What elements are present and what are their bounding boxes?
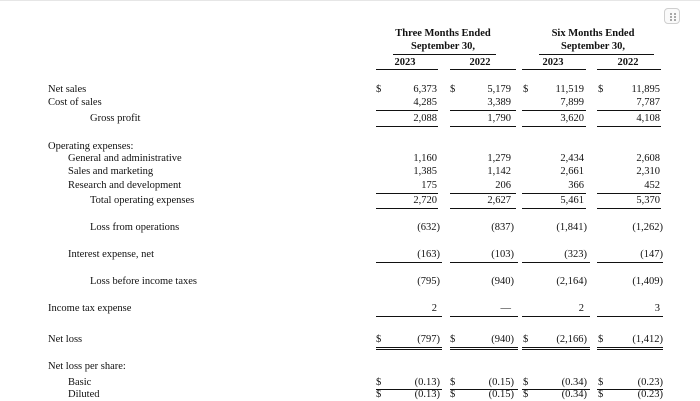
cell-cost-of-sales-6m-2023: 7,899 [560,97,584,108]
row-label-loss-before-taxes: Loss before income taxes [90,276,198,287]
research-development-rule [450,193,516,194]
dollar-sign: $ [598,334,604,345]
six-months-header: Six Months Ended [551,28,635,39]
cell-loss-from-operations-6m-2022: (1,262) [632,222,663,233]
row-label-net-loss-per-share: Net loss per share: [48,361,126,372]
six-months-header-rule [539,54,654,55]
year-header-rule-1 [376,69,438,70]
total-operating-expenses-rule [597,208,661,209]
cell-sales-marketing-6m-2022: 2,310 [636,166,660,177]
dollar-sign: $ [376,377,382,388]
cell-net-loss-6m-2023: (2,166) [556,334,587,345]
cell-general-admin-3m-2023: 1,160 [413,153,437,164]
total-operating-expenses-rule [522,208,586,209]
net-loss-rule [522,349,590,350]
cell-income-tax-3m-2022: — [500,303,511,314]
cost-of-sales-rule [597,110,661,111]
cell-interest-expense-6m-2022: (147) [640,249,663,260]
cell-cost-of-sales-6m-2022: 7,787 [636,97,660,108]
cell-diluted-6m-2023: (0.34) [561,389,587,400]
cell-income-tax-6m-2022: 3 [654,303,660,314]
cell-research-development-6m-2022: 452 [644,180,660,191]
net-loss-rule [450,349,518,350]
cell-basic-6m-2023: (0.34) [561,377,587,388]
cell-sales-marketing-6m-2023: 2,661 [560,166,584,177]
cell-income-tax-3m-2023: 2 [431,303,437,314]
row-label-cost-of-sales: Cost of sales [48,97,102,108]
row-label-research-development: Research and development [68,180,182,191]
cell-general-admin-6m-2022: 2,608 [636,153,660,164]
dollar-sign: $ [598,389,604,400]
cell-cost-of-sales-3m-2022: 3,389 [487,97,511,108]
dollar-sign: $ [598,377,604,388]
net-loss-rule [597,347,663,348]
cost-of-sales-rule [450,110,516,111]
cell-total-operating-expenses-3m-2022: 2,627 [487,195,511,206]
cell-cost-of-sales-3m-2023: 4,285 [413,97,437,108]
income-tax-rule [597,316,663,317]
cost-of-sales-rule [522,110,586,111]
three-months-subheader: September 30, [411,41,475,52]
row-label-operating-expenses: Operating expenses: [48,141,134,152]
dollar-sign: $ [523,334,529,345]
row-label-total-operating-expenses: Total operating expenses [90,195,195,206]
dollar-sign: $ [523,377,529,388]
cell-loss-from-operations-3m-2023: (632) [417,222,440,233]
dollar-sign: $ [376,334,382,345]
three-months-header-rule [393,54,496,55]
row-label-income-tax-expense: Income tax expense [48,303,132,314]
cell-net-loss-3m-2022: (940) [491,334,514,345]
cell-net-loss-3m-2023: (797) [417,334,440,345]
net-loss-rule [376,347,442,348]
row-label-sales-marketing: Sales and marketing [68,166,154,177]
row-label-loss-from-operations: Loss from operations [90,222,180,233]
three-months-header: Three Months Ended [395,28,491,39]
cell-loss-before-taxes-3m-2022: (940) [491,276,514,287]
cell-research-development-6m-2023: 366 [568,180,584,191]
dollar-sign: $ [450,389,456,400]
cell-interest-expense-3m-2023: (163) [417,249,440,260]
row-label-basic: Basic [68,377,92,388]
income-tax-rule [522,316,590,317]
cell-sales-marketing-3m-2023: 1,385 [413,166,437,177]
cell-loss-from-operations-6m-2023: (1,841) [556,222,587,233]
cell-loss-before-taxes-6m-2023: (2,164) [556,276,587,287]
gross-profit-rule [597,126,661,127]
income-tax-rule [450,316,518,317]
year-header-rule-2 [450,69,516,70]
year-header-6m-2023: 2023 [542,57,564,68]
row-label-diluted: Diluted [68,389,100,400]
gross-profit-rule [376,126,438,127]
net-loss-rule [597,349,663,350]
cell-interest-expense-3m-2022: (103) [491,249,514,260]
cell-total-operating-expenses-6m-2023: 5,461 [560,195,584,206]
cell-interest-expense-6m-2023: (323) [564,249,587,260]
year-header-3m-2022: 2022 [469,57,491,68]
cell-general-admin-3m-2022: 1,279 [487,153,511,164]
cell-diluted-3m-2023: (0.13) [414,389,440,400]
cell-gross-profit-6m-2023: 3,620 [560,113,584,124]
net-loss-rule [376,349,442,350]
gross-profit-rule [450,126,516,127]
cell-basic-3m-2023: (0.13) [414,377,440,388]
dollar-sign: $ [450,84,456,95]
cell-total-operating-expenses-3m-2023: 2,720 [413,195,437,206]
cell-loss-before-taxes-3m-2023: (795) [417,276,440,287]
cell-loss-from-operations-3m-2022: (837) [491,222,514,233]
cell-gross-profit-3m-2023: 2,088 [413,113,437,124]
dollar-sign: $ [523,389,529,400]
net-loss-rule [450,347,518,348]
cell-gross-profit-3m-2022: 1,790 [487,113,511,124]
cell-diluted-3m-2022: (0.15) [488,389,514,400]
dollar-sign: $ [598,84,604,95]
dollar-sign: $ [376,84,382,95]
row-label-general-admin: General and administrative [68,153,182,164]
row-label-net-sales: Net sales [48,84,87,95]
dollar-sign: $ [450,334,456,345]
cell-loss-before-taxes-6m-2022: (1,409) [632,276,663,287]
cell-diluted-6m-2022: (0.23) [637,389,663,400]
cell-basic-3m-2022: (0.15) [488,377,514,388]
interest-expense-rule [597,262,663,263]
cell-research-development-3m-2022: 206 [495,180,511,191]
research-development-rule [597,193,661,194]
drag-handle-icon[interactable] [664,8,680,24]
cell-total-operating-expenses-6m-2022: 5,370 [636,195,660,206]
interest-expense-rule [376,262,442,263]
interest-expense-rule [522,262,590,263]
cell-net-sales-6m-2022: 11,895 [631,84,660,95]
cell-net-sales-6m-2023: 11,519 [555,84,584,95]
year-header-rule-3 [522,69,586,70]
row-label-net-loss: Net loss [48,334,83,345]
net-loss-rule [522,347,590,348]
interest-expense-rule [450,262,518,263]
cell-net-sales-3m-2023: 6,373 [413,84,437,95]
cell-basic-6m-2022: (0.23) [637,377,663,388]
total-operating-expenses-rule [450,208,516,209]
cell-net-loss-6m-2022: (1,412) [632,334,663,345]
cell-gross-profit-6m-2022: 4,108 [636,113,660,124]
top-divider [0,0,700,1]
dollar-sign: $ [376,389,382,400]
cost-of-sales-rule [376,110,438,111]
row-label-gross-profit: Gross profit [90,113,141,124]
income-tax-rule [376,316,442,317]
six-months-subheader: September 30, [561,41,625,52]
dollar-sign: $ [450,377,456,388]
gross-profit-rule [522,126,586,127]
row-label-interest-expense: Interest expense, net [68,249,155,260]
cell-research-development-3m-2023: 175 [421,180,437,191]
year-header-3m-2023: 2023 [394,57,416,68]
year-header-rule-4 [597,69,661,70]
cell-sales-marketing-3m-2022: 1,142 [487,166,511,177]
cell-income-tax-6m-2023: 2 [578,303,584,314]
research-development-rule [522,193,586,194]
total-operating-expenses-rule [376,208,438,209]
research-development-rule [376,193,438,194]
cell-net-sales-3m-2022: 5,179 [487,84,511,95]
dollar-sign: $ [523,84,529,95]
cell-general-admin-6m-2023: 2,434 [560,153,584,164]
year-header-6m-2022: 2022 [617,57,639,68]
